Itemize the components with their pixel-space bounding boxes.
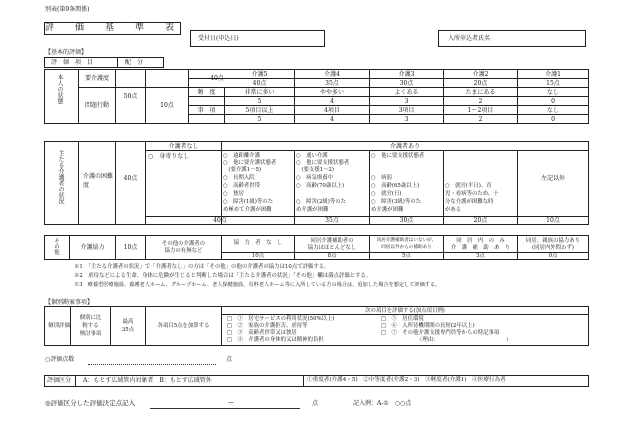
freq-value: 非常に多い — [244, 89, 275, 96]
freq-value: たまにある — [465, 89, 496, 96]
final-score-line[interactable] — [150, 408, 300, 409]
caregiver-col-points: 35点 — [325, 217, 339, 224]
care-condition: ○ 他に要支援状態者 — [296, 160, 350, 166]
freq-points: 5 — [257, 98, 262, 105]
receipt-date-field[interactable] — [190, 30, 325, 47]
care-condition: め介護が困難 — [371, 207, 404, 213]
matter-value: 1〜2項目 — [467, 107, 494, 114]
freq-value: なし — [546, 89, 559, 96]
cooperation-desc: その他の介護者の — [161, 241, 206, 247]
cooperation-option: 同居介護補助者はいないが、 — [376, 238, 437, 243]
cooperation-desc: 協力の有無など — [164, 248, 203, 254]
care-grade: 介護2 — [472, 71, 489, 78]
cooperation-option-points: 10点 — [251, 253, 265, 259]
cooperation-option: 介 護 補 助 あ り — [450, 245, 511, 251]
care-grade: 介護4 — [324, 71, 340, 78]
cooperation-option: 協力はほとんどなし — [307, 245, 357, 251]
matter-value: 5項目以上 — [245, 107, 274, 114]
care-condition: め介護が困難 — [296, 207, 329, 213]
score-unit: 点 — [226, 356, 233, 363]
cooperation-label: 介護協力 — [80, 244, 105, 251]
individual-checkbox[interactable]: □ ③ 高齢者世帯又は独居 — [227, 330, 297, 336]
individual-desc: 検討事項 — [79, 331, 102, 337]
care-level-label: 要介護度 — [84, 75, 109, 82]
other-row-label: その他 — [53, 238, 59, 255]
care-condition: ○ 通い介護 — [296, 153, 328, 159]
care-condition: ○ 独居 — [223, 191, 244, 197]
basic-header-row — [44, 57, 164, 68]
note-1: ※1 「主たる介護者の状況」で「介護者なし」の方は「その他」の他の介護者の協力は10点で評価する。 — [74, 264, 330, 270]
basic-table — [44, 69, 589, 124]
care-grade-points: 35点 — [325, 80, 339, 87]
problem-behavior-label: 問題行動 — [84, 102, 109, 109]
care-grade: 介護5 — [251, 71, 268, 78]
individual-label: 個別評価 — [48, 323, 71, 329]
care-condition: 左記以外 — [540, 175, 565, 182]
caregiver-col-points: 20点 — [473, 217, 488, 224]
cooperation-option: 同居介護補助者の — [310, 238, 354, 244]
freq-value: よくある — [394, 89, 419, 96]
example-text: 記入例：A-① ○○点 — [353, 400, 412, 407]
care-grade-points: 30点 — [399, 80, 414, 87]
individual-add: 各項目5点を加算する — [157, 323, 210, 329]
title-box — [44, 22, 181, 35]
form-number: 別表(第9条関係) — [45, 6, 90, 13]
individual-desc: 個別に比 — [79, 315, 102, 321]
frequency-label: 頻 度 — [197, 89, 216, 96]
cooperation-option: (同居内外問わず) — [532, 245, 574, 251]
freq-value: やや多い — [319, 89, 344, 96]
freq-points: 0 — [551, 98, 555, 105]
page-title: 評 価 基 準 表 — [45, 23, 181, 33]
final-dash: — — [228, 399, 234, 406]
matter-value: 3項目 — [398, 107, 415, 114]
care-condition: ○ 病気療養中 — [296, 175, 334, 181]
individual-checkbox[interactable]: □ ④ 介護者の身体的又は精神的負担 — [227, 337, 324, 343]
cooperation-option: 同 居 内 の み — [456, 238, 505, 244]
individual-checkbox[interactable]: □ ⑦ その他介護支援専門員等からの特記事項 — [381, 330, 500, 336]
caregiver-points: 40点 — [123, 175, 138, 182]
care-condition: ○ 就労(日) — [371, 191, 402, 197]
matter-value: 4項目 — [324, 107, 340, 114]
care-grade-points: 15点 — [546, 80, 560, 87]
care-condition: ○ 就労(半日)、育 — [445, 183, 492, 189]
care-condition: ○ 病弱 — [371, 175, 392, 181]
freq-points: 2 — [478, 98, 483, 105]
basic-col-points: 配 分 — [125, 59, 144, 66]
final-unit: 点 — [312, 400, 319, 407]
care-condition: ○ 長期入院 — [223, 175, 255, 181]
care-condition: ○ 障害(3級)等のた — [371, 199, 422, 205]
care-condition: ○ 障害(2級)等のた — [296, 199, 347, 205]
caregiver-table — [44, 141, 589, 225]
individual-header: 次の項目を評価する(加点項目例) — [365, 308, 445, 314]
care-condition: ○ 遠距離介護 — [223, 153, 261, 159]
care-grade: 介護3 — [398, 71, 415, 78]
no-caregiver-header: 介護者なし — [168, 143, 199, 150]
care-condition: ○ 高齢(65歳以上) — [371, 183, 420, 189]
matter-points: 0 — [551, 116, 555, 123]
problem-behavior-points: 10点 — [160, 102, 174, 109]
care-condition: 分な介護が困難な時 — [445, 199, 494, 205]
care-condition: ○ 他に要介護状態者 — [223, 160, 277, 166]
care-grade-points: 40点 — [252, 80, 267, 87]
matter-points: 4 — [330, 116, 334, 123]
individual-checkbox[interactable]: □ ⑤ 居住環境 — [381, 316, 424, 322]
care-condition: 児・看病等のため、十 — [445, 191, 499, 197]
basic-points-50: 50点 — [123, 93, 138, 100]
matter-label: 事 項 — [197, 107, 216, 114]
individual-max: 35点 — [121, 327, 135, 333]
caregiver-col-points: 40点 — [213, 217, 227, 224]
care-condition: ○ 他に要支援状態者 — [371, 153, 425, 159]
cooperation-option-points: 5点 — [402, 253, 411, 259]
care-condition: (要介護1〜5) — [223, 167, 262, 173]
care-condition: (要支援1〜2) — [296, 167, 335, 173]
category-ab: A：もとす広域管内対象者 B：もとす広域管外 — [83, 377, 212, 384]
care-condition: がある — [445, 207, 462, 213]
care-grade: 介護1 — [545, 71, 561, 78]
care-level-points: 40点 — [210, 75, 224, 82]
care-grade-points: 20点 — [473, 80, 488, 87]
individual-section-title: 【個別勘案事項】 — [45, 299, 94, 306]
individual-desc: 較する — [82, 323, 99, 329]
care-condition: ○ 高齢者世帯 — [223, 183, 261, 189]
matter-points: 2 — [478, 116, 483, 123]
basic-section-title: 【基本的評価】 — [45, 49, 88, 56]
cooperation-option-points: 8点 — [327, 253, 337, 259]
individual-max: 最高 — [122, 319, 134, 325]
care-condition: ○ 身寄りなし — [148, 153, 190, 160]
individual-table — [44, 306, 589, 346]
care-condition: ○ 高齢(70歳以上) — [296, 183, 345, 189]
category-levels: ①重度者(介護4・5) ②中等度者(介護2・3) ③軽度者(介護1) ④医療行為者 — [307, 377, 506, 383]
individual-reason[interactable]: （理由： ） — [417, 337, 512, 343]
care-condition: め極めて介護が困難 — [223, 207, 272, 213]
final-score-label: ◎評価区分した評価決定点記入 — [45, 399, 136, 407]
cooperation-option: 同居、親族の協力あり — [526, 238, 580, 244]
caregiver-col-points: 30点 — [399, 217, 414, 224]
care-condition: ○ 障害(1級)等のた — [223, 199, 274, 205]
basic-row-label: 本人の状態 — [56, 74, 63, 104]
basic-col-item: 評 価 項 目 — [51, 59, 94, 66]
other-table — [44, 235, 589, 260]
matter-points: 5 — [257, 116, 262, 123]
matter-value: なし — [546, 107, 559, 114]
category-label: 評価区分 — [47, 377, 72, 384]
cooperation-points: 10点 — [123, 244, 138, 251]
individual-checkbox[interactable]: □ ① 居宅サービスの利用状況(50%以上) — [227, 316, 335, 322]
matter-points: 3 — [404, 116, 409, 123]
note-2: ※2 虐待などによる生命、身体に危険が生じると判断した場合は「主たる介護者の状況」「その他」欄は満点評価とする。 — [74, 273, 372, 279]
caregiver-exists-header: 介護者あり — [389, 143, 420, 150]
note-3: ※3 療養型医療施設、養護老人ホーム、グループホーム、老人保健施設、有料老人ホーム等に入所している方の場合は、追加した場合を想定して評価する。 — [74, 282, 441, 288]
cooperation-option-points: 0点 — [548, 253, 558, 259]
cooperation-option-points: 3点 — [476, 253, 485, 259]
score-line[interactable] — [88, 364, 216, 365]
cooperation-option: 同居以外からの補助あり — [381, 245, 432, 250]
cooperation-option: 協 力 者 な し — [233, 240, 283, 246]
score-label: ○評価点数 — [45, 356, 75, 363]
applicant-name-label: 入所申込者氏名 — [448, 35, 491, 42]
applicant-name-field[interactable] — [438, 30, 586, 47]
category-row — [44, 375, 589, 387]
difficulty-label: 介護の困難度 — [83, 173, 114, 189]
freq-points: 4 — [330, 98, 334, 105]
caregiver-col-points: 10点 — [546, 217, 560, 224]
caregiver-row-label: 主たる介護者の状況 — [57, 150, 64, 204]
freq-points: 3 — [404, 98, 409, 105]
receipt-date-label: 受付日(申込日) — [198, 35, 239, 42]
individual-checkbox[interactable]: □ ② 家族の介護拒否、虐待等 — [227, 323, 308, 329]
individual-checkbox[interactable]: □ ⑥ 入所待機期間の長短(2年以上) — [381, 323, 475, 329]
